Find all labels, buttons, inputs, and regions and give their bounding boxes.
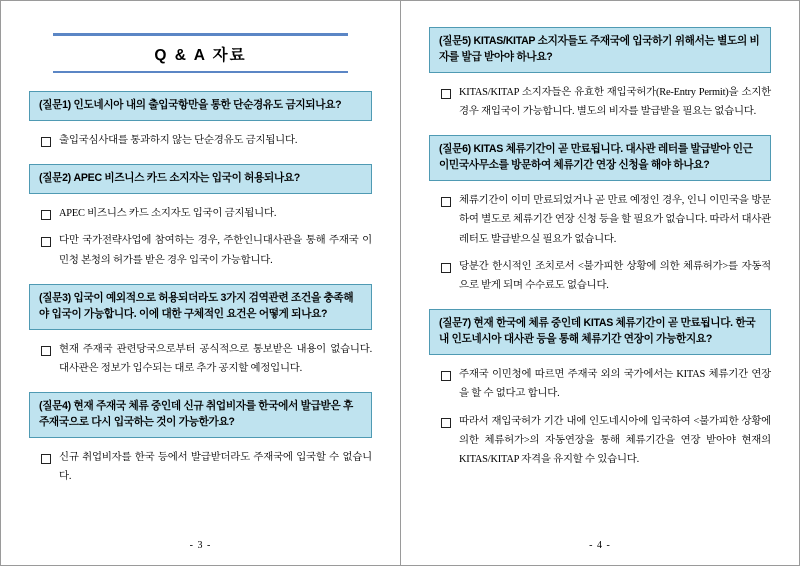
answer-item xyxy=(429,412,771,470)
document-title-block xyxy=(29,33,372,73)
answer-text: 주재국 이민청에 따르면 주재국 외의 국가에서는 KITAS 체류기간 연장을 할 수 없다고 합니다. xyxy=(459,369,771,400)
answer-item xyxy=(429,83,771,122)
page-number: - 3 - xyxy=(189,540,212,551)
page-title: Q & A 자료 xyxy=(154,47,247,64)
answer-item xyxy=(29,131,372,150)
qa-block xyxy=(29,284,372,378)
checkbox-icon xyxy=(441,418,451,428)
answer-item xyxy=(29,231,372,270)
checkbox-icon xyxy=(41,137,51,147)
answer-text: 따라서 재입국허가 기간 내에 인도네시아에 입국하여 <불가피한 상황에 의한 체류허가>의 자동연장을 통해 체류기간을 연장 받아야 현재의 KITAS/KITAP 자격을 유지할 수 있습니다. xyxy=(459,415,771,466)
answer-item xyxy=(29,448,372,487)
qa-block xyxy=(29,164,372,270)
checkbox-icon xyxy=(41,210,51,220)
answer-text: 신규 취업비자를 한국 등에서 발급받더라도 주재국에 입국할 수 없습니다. xyxy=(59,451,372,483)
answer-item xyxy=(29,340,372,379)
checkbox-icon xyxy=(441,197,451,207)
checkbox-icon xyxy=(41,454,51,464)
page-number: - 4 - xyxy=(589,540,611,551)
qa-block xyxy=(429,27,771,121)
question-heading: (질문2) APEC 비즈니스 카드 소지자는 입국이 허용되나요? xyxy=(29,164,372,194)
answer-text: 체류기간이 이미 만료되었거나 곧 만료 예정인 경우, 인니 이민국을 방문하여 별도로 체류기간 연장 신청 등을 할 필요가 없습니다. 따라서 대사관 레터도 발급받으실 필요가 없습니다. xyxy=(459,195,771,245)
question-heading: (질문1) 인도네시아 내의 출입국항만을 통한 단순경유도 금지되나요? xyxy=(29,91,372,121)
checkbox-icon xyxy=(441,263,451,273)
answer-text: APEC 비즈니스 카드 소지자도 입국이 금지됩니다. xyxy=(59,208,277,220)
answer-text: 다만 국가전략사업에 참여하는 경우, 주한인니대사관을 통해 주재국 이민청 본청의 허가를 받은 경우 입국이 가능합니다. xyxy=(59,235,372,266)
checkbox-icon xyxy=(41,237,51,247)
answer-text: 당분간 한시적인 조치로서 <불가피한 상황에 의한 체류허가>를 자동적으로 받게 되며 수수료도 없습니다. xyxy=(459,260,771,292)
checkbox-icon xyxy=(441,89,451,99)
answer-text: 출입국심사대를 통과하지 않는 단순경유도 금지됩니다. xyxy=(59,134,298,146)
qa-block xyxy=(29,392,372,486)
qa-block xyxy=(429,309,771,469)
question-heading: (질문3) 입국이 예외적으로 허용되더라도 3가지 검역관련 조건을 충족해야 입국이 가능합니다. 이에 대한 구체적인 요건은 어떻게 되나요? xyxy=(29,284,372,330)
answer-text: 현재 주재국 관련당국으로부터 공식적으로 통보받은 내용이 없습니다. 대사관은 정보가 입수되는 대로 추가 공지할 예정입니다. xyxy=(59,343,372,374)
qa-block xyxy=(29,91,372,150)
qa-block xyxy=(429,135,771,295)
answer-item xyxy=(429,365,771,404)
right-page xyxy=(400,0,800,566)
answer-item xyxy=(29,204,372,223)
answer-item xyxy=(429,257,771,296)
checkbox-icon xyxy=(441,371,451,381)
checkbox-icon xyxy=(41,346,51,356)
title-bottom-rule xyxy=(53,71,348,73)
question-heading: (질문4) 현재 주재국 체류 중인데 신규 취업비자를 한국에서 발급받은 후 주재국으로 다시 입국하는 것이 가능한가요? xyxy=(29,392,372,438)
question-heading: (질문6) KITAS 체류기간이 곧 만료됩니다. 대사관 레터를 발급받아 인근 이민국사무소를 방문하여 체류기간 연장 신청을 해야 하나요? xyxy=(429,135,771,181)
answer-item xyxy=(429,191,771,249)
question-heading: (질문5) KITAS/KITAP 소지자들도 주재국에 입국하기 위해서는 별도의 비자를 발급 받아야 하나요? xyxy=(429,27,771,73)
answer-text: KITAS/KITAP 소지자들은 유효한 재입국허가(Re-Entry Permit)을 소지한 경우 재입국이 가능합니다. 별도의 비자를 발급받을 필요는 없습니다. xyxy=(459,86,771,118)
question-heading: (질문7) 현재 한국에 체류 중인데 KITAS 체류기간이 곧 만료됩니다. 한국 내 인도네시아 대사관 등을 통해 체류기간 연장이 가능한지요? xyxy=(429,309,771,355)
